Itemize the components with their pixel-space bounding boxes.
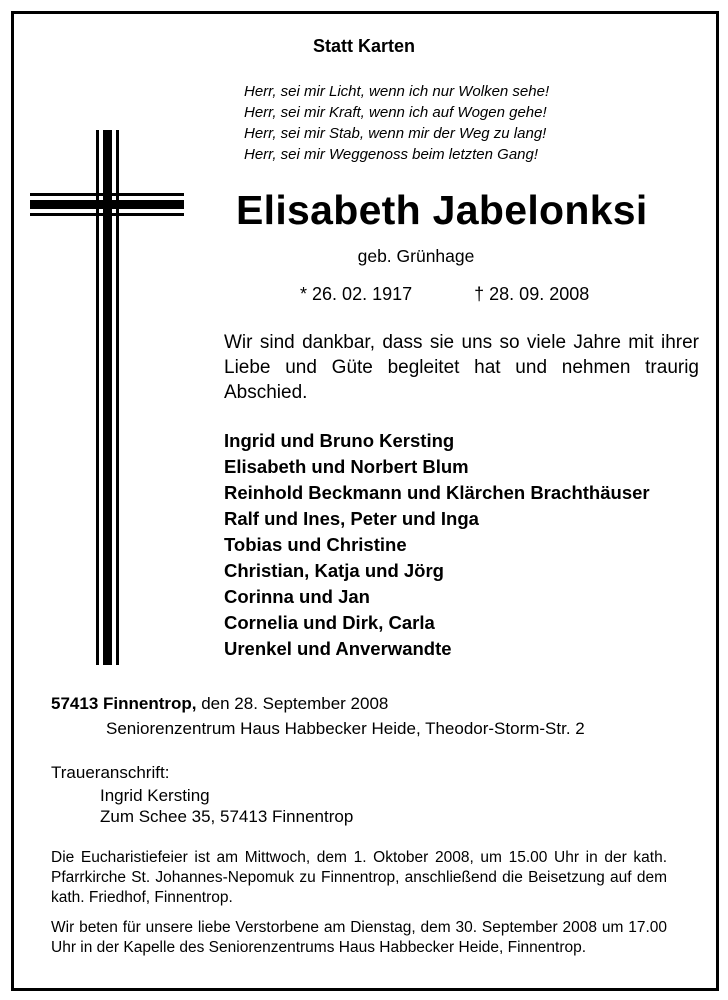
mourner-line: Ralf und Ines, Peter und Inga (224, 508, 479, 529)
mourning-address-heading: Traueranschrift: (51, 763, 170, 782)
born-date: 26. 02. 1917 (312, 284, 413, 304)
mourner-line: Ingrid und Bruno Kersting (224, 430, 455, 451)
born-symbol: * (300, 284, 308, 304)
place-city: 57413 Finnentrop, (51, 694, 197, 713)
mourner-line: Corinna und Jan (224, 586, 370, 607)
mourner-line: Cornelia und Dirk, Carla (224, 612, 435, 633)
verse-line: Herr, sei mir Kraft, wenn ich auf Wogen gehe! (244, 104, 547, 121)
place-date-text: den 28. September 2008 (196, 694, 389, 713)
mourner-line: Tobias und Christine (224, 534, 407, 555)
died-date: 28. 09. 2008 (489, 284, 590, 304)
died-symbol: † (474, 284, 485, 304)
prayer-notice: Wir beten für unsere liebe Verstorbene am Dienstag, dem 30. September 2008 um 17.00 Uhr in der Kapelle des Seniorenzentrums Haus Habbecker Heide, Finnentrop. (51, 919, 667, 956)
funeral-notice: Die Eucharistiefeier ist am Mittwoch, dem 1. Oktober 2008, um 15.00 Uhr in der kath. Pfarrkirche St. Johannes-Nepomuk zu Finnentrop, anschließend die Beisetzung auf dem kath. Friedhof, Finnentrop. (51, 849, 667, 906)
residence-address: Seniorenzentrum Haus Habbecker Heide, Theodor-Storm-Str. 2 (106, 719, 585, 738)
mourner-line: Reinhold Beckmann und Klärchen Brachthäuser (224, 482, 650, 503)
mourning-address-name: Ingrid Kersting (100, 786, 210, 805)
deceased-name: Elisabeth Jabelonksi (236, 187, 648, 233)
header-statt-karten: Statt Karten (312, 36, 415, 56)
birth-name: geb. Grünhage (357, 246, 475, 266)
life-dates (300, 284, 589, 305)
verse-line: Herr, sei mir Licht, wenn ich nur Wolken sehe! (244, 83, 550, 100)
mourner-line: Urenkel und Anverwandte (224, 638, 452, 659)
verse-line: Herr, sei mir Stab, wenn mir der Weg zu lang! (244, 125, 547, 142)
mourning-address-street: Zum Schee 35, 57413 Finnentrop (100, 807, 354, 826)
place-date (51, 694, 388, 714)
farewell-message: Wir sind dankbar, dass sie uns so viele Jahre mit ihrer Liebe und Güte begleitet hat und nehmen traurig Abschied. (224, 332, 699, 403)
verse-line: Herr, sei mir Weggenoss beim letzten Gang! (244, 146, 539, 163)
mourner-line: Christian, Katja und Jörg (224, 560, 444, 581)
mourner-line: Elisabeth und Norbert Blum (224, 456, 469, 477)
